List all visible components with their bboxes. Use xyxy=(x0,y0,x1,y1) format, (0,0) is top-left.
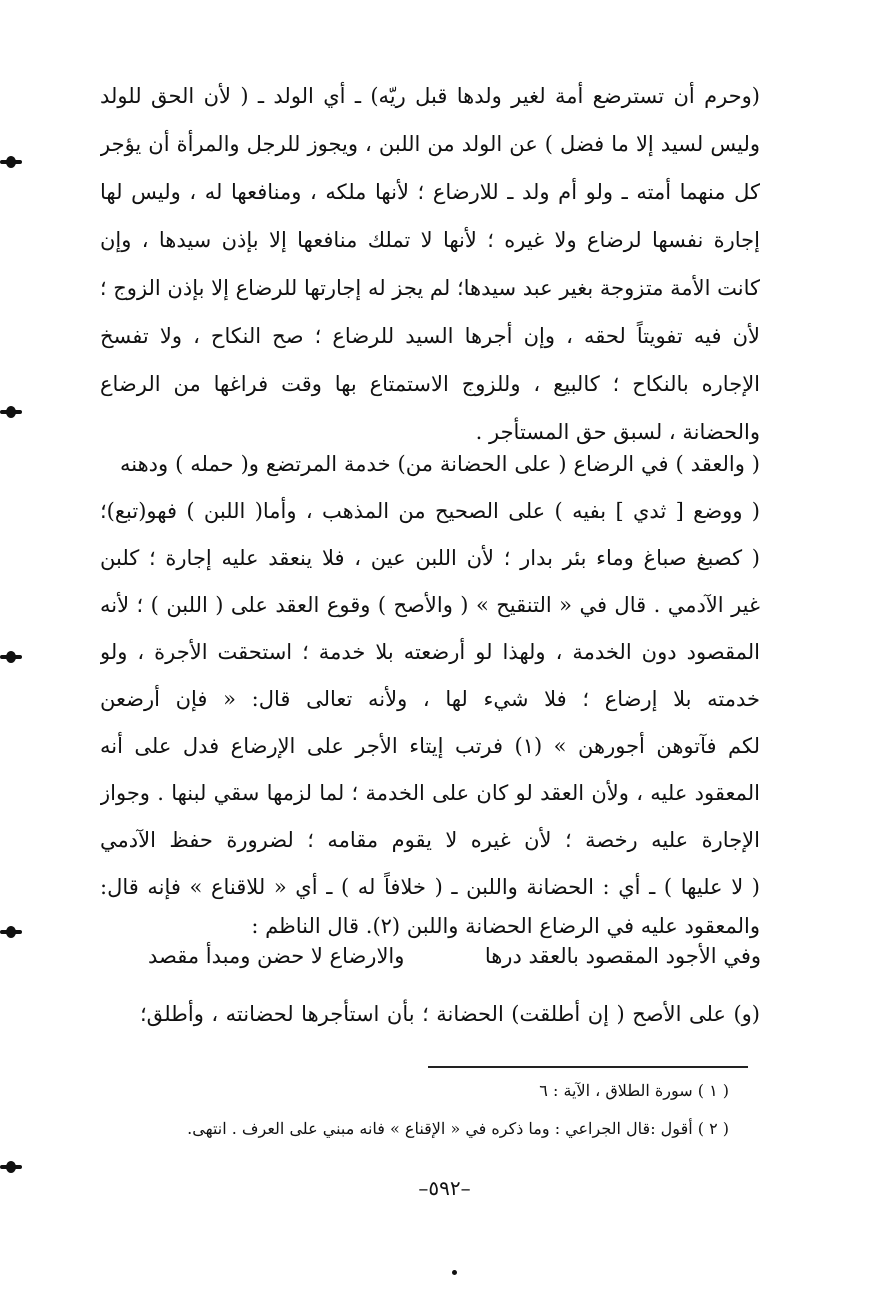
margin-mark xyxy=(0,930,22,934)
text-line: كانت الأمة متزوجة بغير عبد سيدها؛ لم يجز له إجارتها للرضاع إلا بإذن الزوج ؛ xyxy=(100,276,760,300)
margin-mark xyxy=(0,1165,22,1169)
text-line: وليس لسيد إلا ما فضل ) عن الولد من اللبن ، ويجوز للرجل والمرأة أن يؤجر xyxy=(100,132,760,156)
text-line: (وحرم أن تسترضع أمة لغير ولدها قبل ريّه) ـ أي الولد ـ ( لأن الحق للولد xyxy=(100,84,760,108)
text-line: والمعقود عليه في الرضاع الحضانة واللبن (٢). قال الناظم : xyxy=(251,914,760,938)
footnote-2: ( ٢ ) أقول :قال الجراعي : وما ذكره في « الإقناع » فانه مبني على العرف . انتهى. xyxy=(187,1119,729,1138)
text-line: والحضانة ، لسبق حق المستأجر . xyxy=(475,420,760,444)
text-line: ( لا عليها ) ـ أي : الحضانة واللبن ـ ( خلافاً له ) ـ أي « للاقناع » فإنه قال: xyxy=(100,875,760,899)
margin-mark xyxy=(0,655,22,659)
text-line: لكم فآتوهن أجورهن » (١) فرتب إيتاء الأجر على الإرضاع فدل على أنه xyxy=(100,734,760,758)
text-line: ( ووضع [ ثدي ] بفيه ) على الصحيح من المذهب ، وأما( اللبن ) فهو(تبع)؛ xyxy=(100,499,760,523)
text-line: إجارة نفسها لرضاع ولا غيره ؛ لأنها لا تملك منافعها إلا بإذن سيدها ، وإن xyxy=(100,228,760,252)
page-number: –٥٩٢– xyxy=(418,1176,471,1200)
paragraph-3 xyxy=(100,990,760,1038)
text-line: غير الآدمي . قال في « التنقيح » ( والأصح ) وقوع العقد على ( اللبن ) ؛ لأنه xyxy=(100,593,760,617)
verse-hemistich-right: وفي الأجود المقصود بالعقد درها xyxy=(484,944,761,968)
text-line: الإجاره بالنكاح ؛ كالبيع ، وللزوج الاستمتاع بها وقت فراغها من الرضاع xyxy=(100,372,760,396)
text-line: لأن فيه تفويتاً لحقه ، وإن أجرها السيد للرضاع ؛ صح النكاح ، ولا تفسخ xyxy=(100,324,760,348)
text-line: المقصود دون الخدمة ، ولهذا لو أرضعته بلا خدمة ؛ استحقت الأجرة ، ولو xyxy=(100,640,760,664)
footnote-1: ( ١ ) سورة الطلاق ، الآية : ٦ xyxy=(539,1081,729,1100)
paragraph-2 xyxy=(100,440,760,970)
paragraph-1 xyxy=(100,72,760,472)
margin-mark xyxy=(0,410,22,414)
text-line: خدمته بلا إرضاع ؛ فلا شيء لها ، ولأنه تعالى قال: « فإن أرضعن xyxy=(100,687,760,711)
text-line: ( كصبغ صباغ وماء بئر بدار ؛ لأن اللبن عين ، فلا ينعقد عليه إجارة ؛ كلبن xyxy=(100,546,760,570)
print-speck xyxy=(452,1270,457,1275)
text-line: المعقود عليه ، ولأن العقد لو كان على الخدمة ؛ لما لزمها سقي لبنها . وجواز xyxy=(100,781,760,805)
text-line: (و) على الأصح ( إن أطلقت) الحضانة ؛ بأن استأجرها لحضانته ، وأطلق؛ xyxy=(140,1002,760,1026)
text-line: الإجارة عليه رخصة ؛ لأن غيره لا يقوم مقامه ؛ لضرورة حفظ الآدمي xyxy=(100,828,760,852)
verse-hemistich-left: والارضاع لا حضن ومبدأ مقصد xyxy=(148,944,405,968)
text-line: كل منهما أمته ـ ولو أم ولد ـ للارضاع ؛ لأنها ملكه ، ومنافعها له ، وليس لها xyxy=(100,180,760,204)
margin-mark xyxy=(0,160,22,164)
text-line: ( والعقد ) في الرضاع ( على الحضانة من) خدمة المرتضع و( حمله ) ودهنه xyxy=(120,452,760,476)
footnote-divider xyxy=(428,1066,748,1068)
